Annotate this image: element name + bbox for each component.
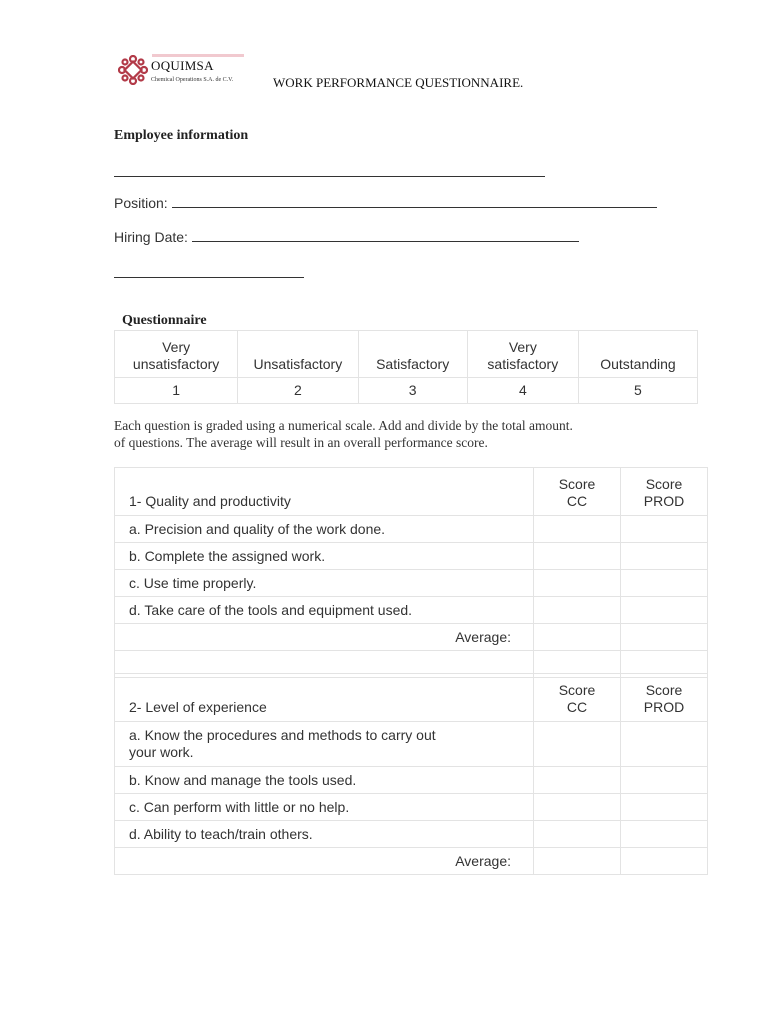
score-cc-cell[interactable] xyxy=(534,794,621,821)
score-prod-cell[interactable] xyxy=(621,722,708,767)
average-row xyxy=(115,848,708,875)
average-prod-cell[interactable] xyxy=(621,848,708,875)
average-cc-cell[interactable] xyxy=(534,624,621,651)
average-label: Average: xyxy=(115,624,534,651)
score-cc-cell[interactable] xyxy=(534,767,621,794)
name-underline xyxy=(114,163,545,177)
section-title: 1- Quality and productivity xyxy=(115,468,534,516)
table-row xyxy=(115,794,708,821)
table-row xyxy=(115,543,708,570)
average-cc-cell[interactable] xyxy=(534,848,621,875)
scoring-note-line1: Each question is graded using a numerical scale. Add and divide by the total amount. xyxy=(114,418,573,433)
score-prod-cell[interactable] xyxy=(621,516,708,543)
score-cc-cell[interactable] xyxy=(534,516,621,543)
scale-value-2: 2 xyxy=(238,378,358,404)
score-cc-cell[interactable] xyxy=(534,722,621,767)
position-label: Position: xyxy=(114,195,168,211)
hiring-date-underline xyxy=(192,228,579,242)
section-title: 2- Level of experience xyxy=(115,674,534,722)
rating-scale-table xyxy=(114,330,698,404)
name-field[interactable] xyxy=(114,163,545,182)
average-prod-cell[interactable] xyxy=(621,624,708,651)
extra-underline xyxy=(114,264,304,278)
scale-value-4: 4 xyxy=(467,378,578,404)
logo-name: OQUIMSA xyxy=(151,58,214,73)
table-row xyxy=(115,597,708,624)
score-cc-cell[interactable] xyxy=(534,597,621,624)
question-item: b. Complete the assigned work. xyxy=(115,543,534,570)
document-title: WORK PERFORMANCE QUESTIONNAIRE. xyxy=(273,75,524,90)
average-label: Average: xyxy=(115,848,534,875)
score-prod-cell[interactable] xyxy=(621,597,708,624)
scale-label-3: Satisfactory xyxy=(358,331,467,378)
question-item: d. Ability to teach/train others. xyxy=(115,821,534,848)
question-item: d. Take care of the tools and equipment used. xyxy=(115,597,534,624)
question-item: c. Can perform with little or no help. xyxy=(115,794,534,821)
scale-label-4: Very satisfactory xyxy=(467,331,578,378)
logo-subtitle: Chemical Operations S.A. de C.V. xyxy=(151,77,234,83)
scoring-note-line2: of questions. The average will result in an overall performance score. xyxy=(114,435,488,450)
score-cc-header: Score CC xyxy=(534,674,621,722)
question-item: b. Know and manage the tools used. xyxy=(115,767,534,794)
score-prod-cell[interactable] xyxy=(621,767,708,794)
company-logo xyxy=(118,55,248,89)
employee-info-heading: Employee information xyxy=(114,128,249,143)
question-item: a. Know the procedures and methods to carry out your work. xyxy=(115,722,534,767)
score-prod-cell[interactable] xyxy=(621,821,708,848)
hiring-date-field[interactable] xyxy=(114,228,579,245)
table-row xyxy=(115,722,708,767)
position-field[interactable] xyxy=(114,194,657,211)
scale-label-1: Very unsatisfactory xyxy=(115,331,238,378)
question-item: a. Precision and quality of the work done. xyxy=(115,516,534,543)
position-underline xyxy=(172,194,657,208)
scale-value-3: 3 xyxy=(358,378,467,404)
score-cc-header: Score CC xyxy=(534,468,621,516)
score-cc-cell[interactable] xyxy=(534,570,621,597)
score-prod-cell[interactable] xyxy=(621,543,708,570)
oquimsa-emblem-icon xyxy=(118,55,148,85)
table-row xyxy=(115,821,708,848)
scoring-instructions xyxy=(114,417,573,451)
table-row xyxy=(115,570,708,597)
scale-label-5: Outstanding xyxy=(578,331,697,378)
average-row xyxy=(115,624,708,651)
table-row xyxy=(115,767,708,794)
score-cc-cell[interactable] xyxy=(534,821,621,848)
hiring-date-label: Hiring Date: xyxy=(114,229,188,245)
table-row xyxy=(115,516,708,543)
question-item: c. Use time properly. xyxy=(115,570,534,597)
extra-field[interactable] xyxy=(114,264,304,283)
score-prod-cell[interactable] xyxy=(621,570,708,597)
scale-value-1: 1 xyxy=(115,378,238,404)
score-prod-header: Score PROD xyxy=(621,468,708,516)
scale-label-2: Unsatisfactory xyxy=(238,331,358,378)
score-prod-cell[interactable] xyxy=(621,794,708,821)
score-prod-header: Score PROD xyxy=(621,674,708,722)
questionnaire-heading: Questionnaire xyxy=(122,313,207,328)
section-quality-table xyxy=(114,467,708,678)
section-experience-table xyxy=(114,673,708,875)
score-cc-cell[interactable] xyxy=(534,543,621,570)
scale-value-5: 5 xyxy=(578,378,697,404)
